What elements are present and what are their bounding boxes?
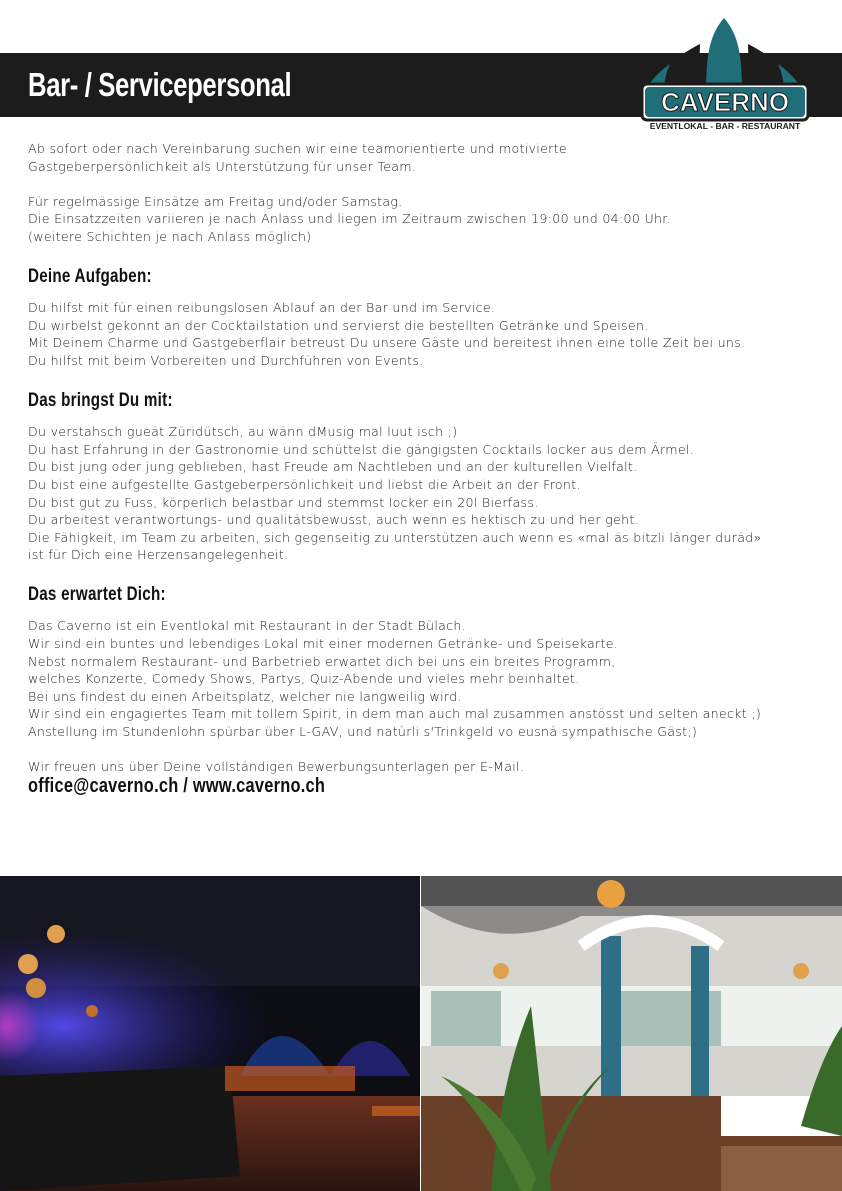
caverno-logo [640,14,812,132]
contact-links[interactable]: office@caverno.ch / www.caverno.ch [28,774,326,797]
requirement-line: Du arbeitest verantwortungs- und qualitätsbewusst, auch wenn es hektisch zu und her geht. [28,512,639,528]
job-content [28,140,828,795]
offer-line: Bei uns findest du einen Arbeitsplatz, welcher nie langweilig wird. [28,688,462,704]
intro-line: Ab sofort oder nach Vereinbarung suchen wir eine teamorientierte und motivierte [28,141,567,156]
task-line: Du hilfst mit für einen reibungslosen Ablauf an der Bar und im Service. [28,300,496,316]
requirement-line: Du bist jung oder jung geblieben, hast Freude am Nachtleben und an der kulturellen Vielfalt. [28,459,638,475]
requirement-line: Du verstahsch gueät Züridütsch, au wänn dMusig mal luut isch ;) [28,424,458,440]
offer-line: Wir sind ein engagiertes Team mit tollem Spirit, in dem man auch mal zusammen anstösst und selten aneckt ;) [28,706,762,722]
restaurant-interior-photo [421,876,842,1191]
offer-line: Das Caverno ist ein Eventlokal mit Restaurant in der Stadt Bülach. [28,618,466,634]
task-line: Du hilfst mit beim Vorbereiten und Durchführen von Events. [28,352,424,368]
task-line: Du wirbelst gekonnt an der Cocktailstation und servierst die bestellten Getränke und Speisen. [28,317,649,333]
task-line: Mit Deinem Charme und Gastgeberflair betreust Du unsere Gäste und bereitest ihnen eine tolle Zeit bei uns. [28,335,746,351]
schedule-line: Die Einsatzzeiten variieren je nach Anlass und liegen im Zeitraum zwischen 19:00 und 04:00 Uhr. [28,211,671,227]
offer-line: welches Konzerte, Comedy Shows, Partys, Quiz-Abende und vieles mehr beinhaltet. [28,671,580,687]
offer-line: Nebst normalem Restaurant- und Barbetrieb erwartet dich bei uns ein breites Programm, [28,653,616,669]
requirement-line: ist für Dich eine Herzensangelegenheit. [28,547,289,563]
offer-heading: Das erwartet Dich: [28,583,166,605]
intro-line: Gastgeberpersönlichkeit als Unterstützung für unser Team. [28,158,417,174]
schedule-line: (weitere Schichten je nach Anlass möglich) [28,228,312,244]
bar-interior-photo [0,876,420,1191]
schedule-line: Für regelmässige Einsätze am Freitag und/oder Samstag. [28,193,403,209]
svg-text:CAVERNO: CAVERNO [660,87,790,117]
venue-photos [0,876,842,1191]
tasks-heading: Deine Aufgaben: [28,265,152,287]
requirement-line: Du hast Erfahrung in der Gastronomie und schüttelst die gängigsten Cocktails locker aus dem Ärmel. [28,441,695,457]
offer-line: Anstellung im Stundenlohn spürbar über L-GAV, und natürli s'Trinkgeld vo eusnä sympathische Gäst;) [28,724,698,740]
requirement-line: Du bist gut zu Fuss, körperlich belastbar und stemmst locker ein 20l Bierfass. [28,494,539,510]
page-title: Bar- / Servicepersonal [28,66,292,103]
offer-line: Wir sind ein buntes und lebendiges Lokal mit einer modernen Getränke- und Speisekarte. [28,636,619,652]
requirement-line: Die Fähigkeit, im Team zu arbeiten, sich gegenseitig zu unterstützen auch wenn es «mal äs bitzli länger duräd» [28,529,762,545]
requirements-heading: Das bringst Du mit: [28,389,173,411]
requirement-line: Du bist eine aufgestellte Gastgeberpersönlichkeit und liebst die Arbeit an der Front. [28,476,581,492]
svg-text:EVENTLOKAL - BAR - RESTAURANT: EVENTLOKAL - BAR - RESTAURANT [649,121,801,131]
closing-line: Wir freuen uns über Deine vollständigen Bewerbungsunterlagen per E-Mail. [28,759,525,775]
